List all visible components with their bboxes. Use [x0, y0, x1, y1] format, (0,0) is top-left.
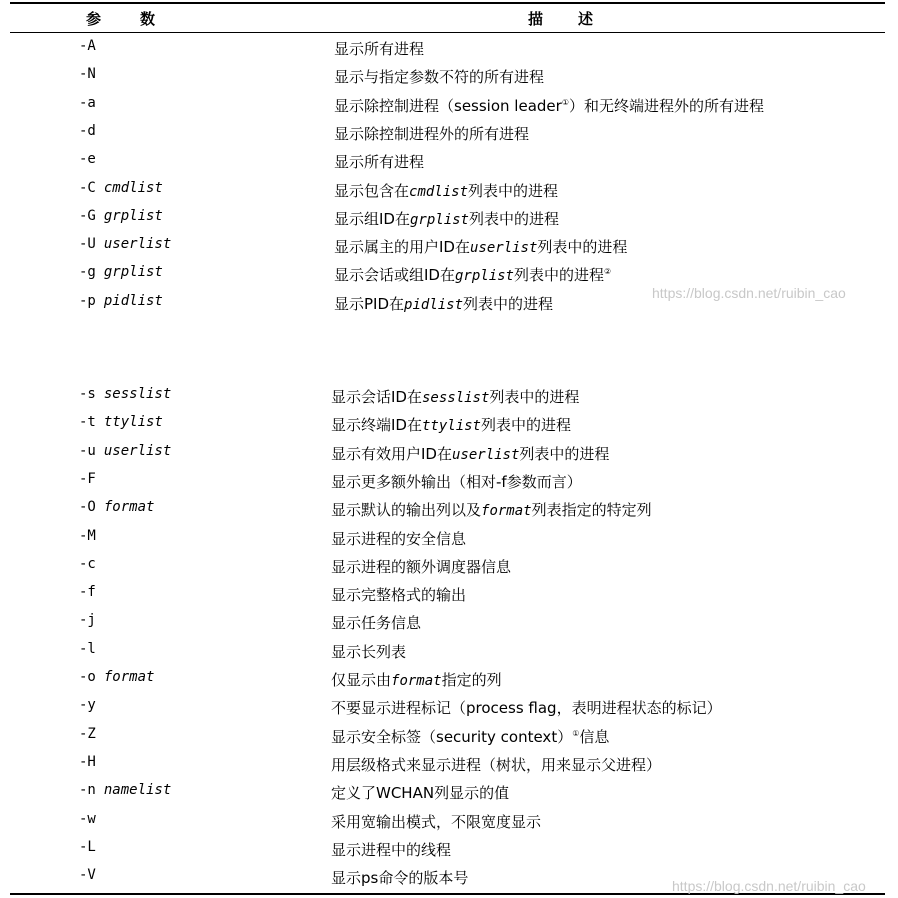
option-argument: format — [103, 669, 155, 685]
description-text: ）和无终端进程外的所有进程 — [568, 96, 764, 115]
table-row — [0, 236, 898, 262]
option-flag: -s — [79, 386, 96, 402]
description-text: 显示PID在 — [334, 294, 405, 313]
option-flag: -w — [79, 810, 96, 827]
option-flag: -G — [79, 207, 96, 224]
table-top-rule — [10, 2, 885, 4]
option-cell — [79, 180, 163, 196]
description-text: 列表中的进程 — [469, 209, 560, 228]
option-argument: sesslist — [103, 386, 172, 402]
option-flag: -Z — [79, 725, 96, 742]
description-cell — [334, 236, 627, 257]
option-flag: -V — [79, 867, 96, 884]
footnote-marker: ② — [604, 267, 612, 277]
description-cell — [331, 726, 609, 747]
description-text: 不要显示进程标记（process flag，表明进程状态的标记） — [331, 699, 722, 718]
option-cell — [79, 236, 171, 252]
option-argument: format — [103, 499, 155, 516]
description-text: 用层级格式来显示进程（树状，用来显示父进程） — [331, 755, 662, 774]
description-text: 显示默认的输出列以及 — [331, 501, 482, 520]
description-text: 显示包含在 — [334, 181, 410, 200]
option-cell — [79, 811, 96, 827]
option-flag: -l — [79, 640, 96, 657]
description-text: 显示进程的额外调度器信息 — [331, 557, 512, 576]
option-cell — [79, 293, 163, 309]
description-cell — [331, 414, 571, 435]
option-cell — [79, 839, 96, 855]
description-cell — [331, 867, 468, 888]
description-text: 显示会话或组ID在 — [334, 266, 455, 285]
option-flag: -f — [79, 584, 96, 601]
option-cell — [79, 612, 96, 628]
description-text: 列表中的进程 — [519, 444, 610, 463]
option-argument: grplist — [103, 207, 163, 224]
option-flag: -y — [79, 697, 96, 714]
description-text: 显示属主的用户ID在 — [334, 238, 470, 257]
option-argument: userlist — [103, 236, 172, 253]
description-text: 列表中的进程 — [481, 416, 572, 435]
table-row — [0, 180, 898, 206]
option-flag: -L — [79, 838, 96, 855]
description-cell — [331, 811, 541, 832]
option-cell — [79, 471, 96, 487]
header-desc-char-2: 述 — [578, 10, 594, 28]
description-cell — [331, 669, 502, 690]
option-flag: -t — [79, 414, 96, 431]
description-text: 显示长列表 — [331, 642, 407, 661]
option-flag: -O — [79, 499, 96, 516]
description-cell — [331, 443, 609, 464]
table-row — [0, 811, 898, 837]
description-cell — [331, 386, 579, 407]
table-row — [0, 151, 898, 177]
option-flag: -C — [79, 179, 96, 196]
description-text: 列表指定的特定列 — [531, 501, 652, 520]
option-flag: -F — [79, 470, 96, 487]
description-cell — [334, 66, 544, 87]
description-text: 显示所有进程 — [334, 153, 425, 172]
description-text: 指定的列 — [441, 671, 502, 689]
table-row — [0, 782, 898, 808]
option-cell — [79, 264, 163, 280]
table-row — [0, 556, 898, 582]
table-row — [0, 123, 898, 149]
description-text: 定义了WCHAN列显示的值 — [331, 784, 510, 803]
description-text: 列表中的进程 — [468, 181, 559, 200]
table-row — [0, 528, 898, 554]
description-cell — [334, 208, 559, 229]
option-flag: -d — [79, 122, 96, 139]
option-cell — [79, 528, 96, 544]
option-cell — [79, 414, 163, 430]
table-header-rule — [10, 32, 885, 33]
option-argument: userlist — [103, 442, 172, 459]
table-row — [0, 839, 898, 865]
option-flag: -M — [79, 527, 96, 544]
table-row — [0, 584, 898, 610]
table-row — [0, 471, 898, 497]
description-cell — [331, 499, 652, 520]
option-cell — [79, 754, 96, 770]
table-row — [0, 38, 898, 64]
option-flag: -n — [79, 782, 96, 799]
description-cell — [331, 612, 421, 633]
footnote-marker: ① — [572, 728, 580, 738]
option-flag: -N — [79, 66, 96, 83]
description-text: 显示终端ID在 — [331, 416, 422, 435]
description-cell — [334, 180, 558, 201]
description-text: 显示会话ID在 — [331, 388, 422, 406]
description-code: format — [391, 673, 442, 689]
table-row — [0, 697, 898, 723]
description-code: format — [481, 503, 532, 520]
option-cell — [79, 556, 96, 572]
description-text: 显示ps命令的版本号 — [331, 869, 469, 888]
table-row — [0, 669, 898, 695]
description-text: 列表中的进程 — [537, 238, 628, 257]
description-text: 显示与指定参数不符的所有进程 — [334, 68, 545, 87]
option-argument: namelist — [103, 782, 172, 799]
description-text: 信息 — [579, 727, 610, 746]
description-text: 显示组ID在 — [334, 209, 410, 228]
option-flag: -c — [79, 555, 96, 572]
option-cell — [79, 38, 96, 54]
description-cell — [331, 754, 661, 775]
description-text: 显示任务信息 — [331, 614, 422, 633]
watermark-text: https://blog.csdn.net/ruibin_cao — [652, 285, 846, 301]
table-row — [0, 386, 898, 412]
description-text: 显示所有进程 — [334, 40, 425, 58]
description-cell — [331, 528, 466, 549]
option-flag: -H — [79, 753, 96, 770]
table-row — [0, 499, 898, 525]
option-flag: -e — [79, 151, 96, 168]
option-flag: -A — [79, 38, 96, 54]
table-row — [0, 443, 898, 469]
description-cell — [334, 264, 611, 285]
option-cell — [79, 499, 154, 515]
description-text: 列表中的进程 — [514, 266, 605, 285]
option-argument: ttylist — [103, 414, 163, 431]
header-desc-char-1: 描 — [528, 10, 544, 28]
description-cell — [334, 95, 764, 116]
option-cell — [79, 386, 171, 402]
option-flag: -a — [79, 94, 96, 111]
option-argument: pidlist — [103, 292, 163, 309]
description-code: cmdlist — [409, 183, 469, 200]
description-text: 显示进程的安全信息 — [331, 529, 467, 548]
table-row — [0, 754, 898, 780]
description-code: userlist — [451, 446, 520, 463]
description-text: 显示进程中的线程 — [331, 840, 452, 859]
table-row — [0, 726, 898, 752]
option-cell — [79, 726, 96, 742]
description-code: sesslist — [421, 390, 490, 406]
description-text: 采用宽输出模式，不限宽度显示 — [331, 812, 542, 831]
table-row — [0, 66, 898, 92]
table-row — [0, 208, 898, 234]
option-flag: -j — [79, 612, 96, 629]
description-cell — [334, 151, 424, 172]
option-cell — [79, 95, 96, 111]
option-cell — [79, 123, 96, 139]
watermark-text-bottom: https://blog.csdn.net/ruibin_cao — [672, 878, 866, 894]
option-cell — [79, 66, 96, 82]
option-cell — [79, 584, 96, 600]
description-text: 显示除控制进程外的所有进程 — [334, 124, 530, 143]
description-cell — [334, 293, 553, 314]
footnote-marker: ① — [561, 97, 569, 107]
option-argument: grplist — [103, 264, 163, 281]
option-cell — [79, 669, 154, 685]
header-param-char-2: 数 — [140, 10, 156, 28]
option-flag: -o — [79, 669, 96, 685]
option-cell — [79, 867, 96, 883]
table-row — [0, 612, 898, 638]
description-text: 显示有效用户ID在 — [331, 444, 452, 463]
table-row — [0, 95, 898, 121]
option-cell — [79, 782, 171, 798]
description-cell — [331, 471, 582, 492]
description-code: grplist — [409, 211, 469, 228]
description-cell — [331, 641, 406, 662]
table-row — [0, 641, 898, 667]
description-text: 显示安全标签（security context） — [331, 727, 573, 746]
option-flag: -U — [79, 236, 96, 253]
description-text: 仅显示由 — [331, 671, 392, 689]
description-cell — [331, 839, 451, 860]
option-flag: -g — [79, 264, 96, 281]
option-flag: -u — [79, 442, 96, 459]
option-cell — [79, 151, 96, 167]
description-cell — [331, 697, 722, 718]
description-cell — [334, 38, 424, 59]
description-code: ttylist — [421, 418, 481, 435]
option-cell — [79, 697, 96, 713]
option-flag: -p — [79, 292, 96, 309]
description-code: pidlist — [404, 296, 464, 313]
description-text: 显示完整格式的输出 — [331, 586, 467, 605]
description-text: 列表中的进程 — [489, 388, 580, 406]
description-text: 列表中的进程 — [463, 294, 554, 313]
description-cell — [334, 123, 529, 144]
option-cell — [79, 208, 163, 224]
description-text: 显示更多额外输出（相对-f参数而言） — [331, 472, 582, 491]
option-argument: cmdlist — [103, 179, 163, 196]
description-text: 显示除控制进程（session leader — [334, 96, 562, 115]
description-cell — [331, 782, 509, 803]
table-row — [0, 414, 898, 440]
option-cell — [79, 641, 96, 657]
header-param-char-1: 参 — [86, 10, 102, 28]
description-code: grplist — [454, 268, 514, 285]
description-cell — [331, 556, 511, 577]
description-code: userlist — [469, 240, 538, 257]
description-cell — [331, 584, 466, 605]
option-cell — [79, 443, 171, 459]
